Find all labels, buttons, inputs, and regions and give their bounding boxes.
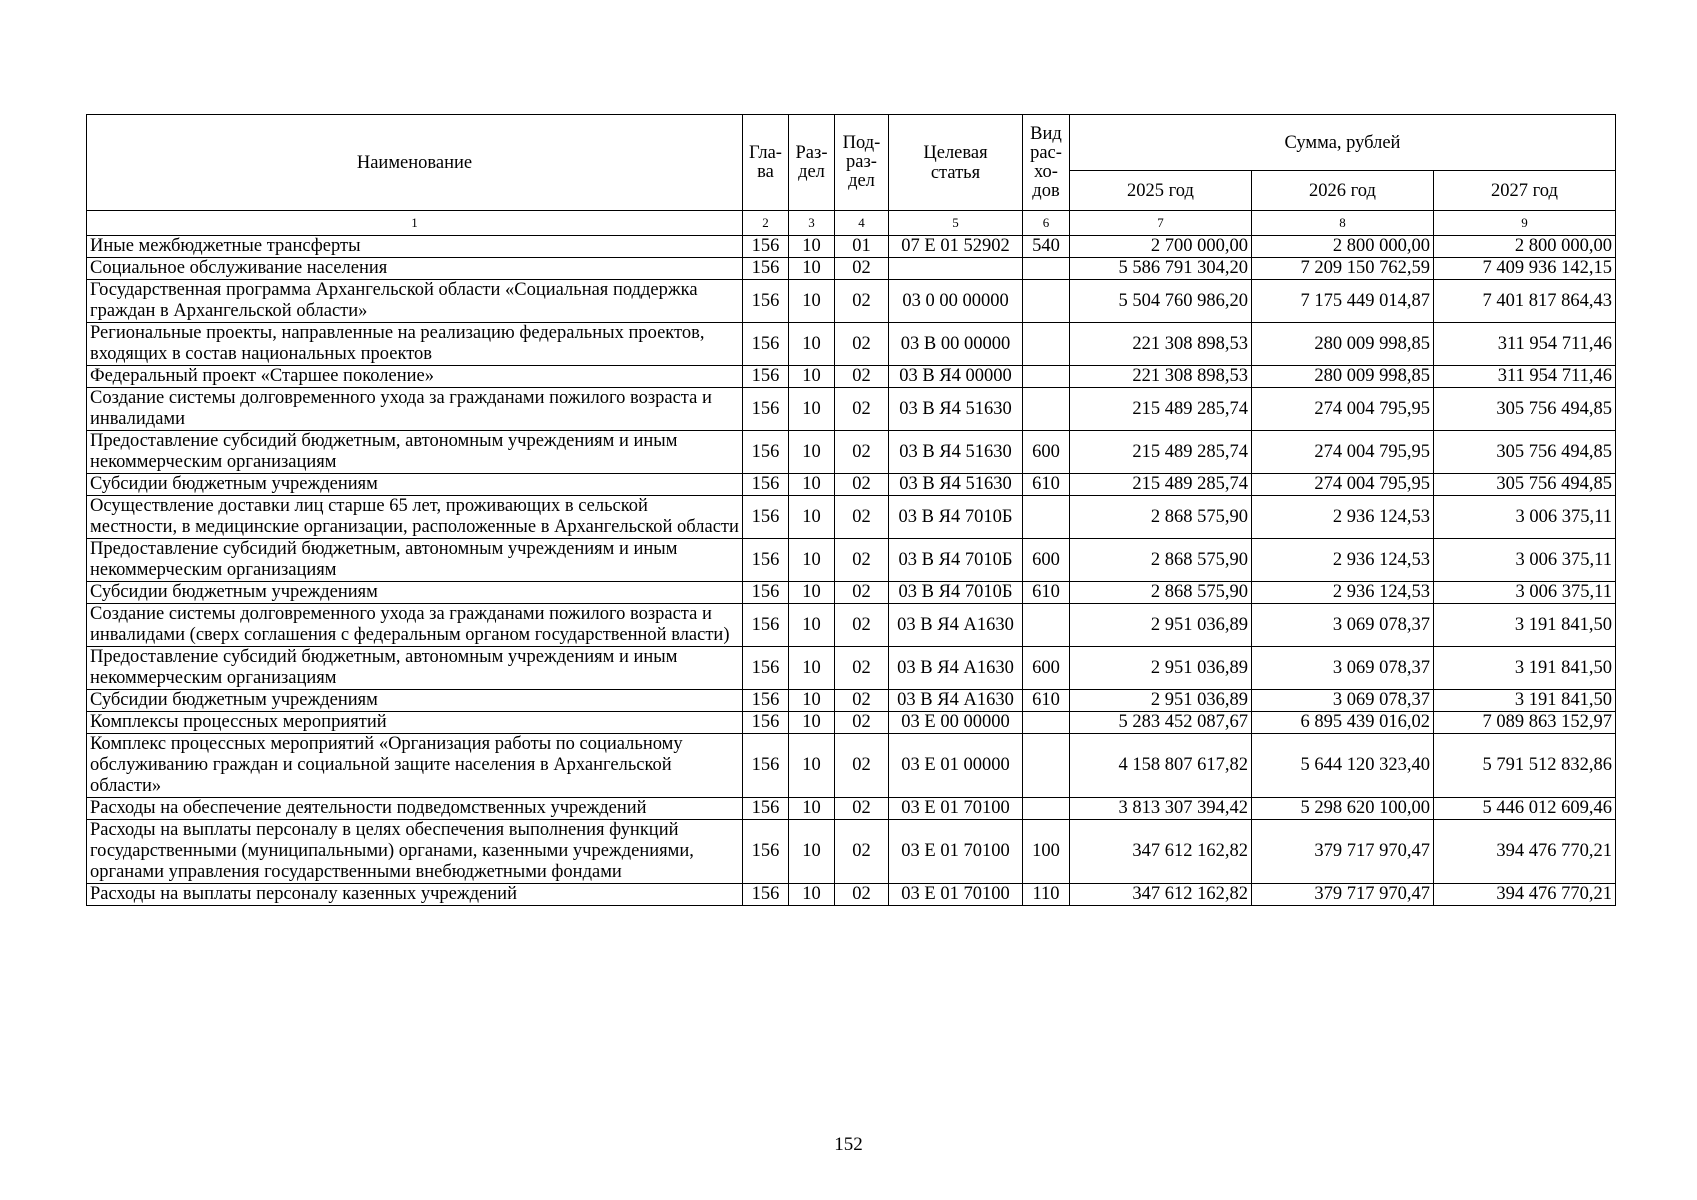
row-celevaya-statya: 03 0 00 00000 <box>889 280 1023 323</box>
row-sum-2026: 7 175 449 014,87 <box>1252 280 1434 323</box>
row-vid-rashodov <box>1023 734 1070 798</box>
row-celevaya-statya: 03 Е 01 70100 <box>889 820 1023 884</box>
row-name: Иные межбюджетные трансферты <box>87 236 743 258</box>
row-name: Предоставление субсидий бюджетным, автономным учреждениям и иным некоммерческим организациям <box>87 539 743 582</box>
row-sum-2027: 305 756 494,85 <box>1434 474 1616 496</box>
row-celevaya-statya: 03 В Я4 00000 <box>889 366 1023 388</box>
row-vid-rashodov: 540 <box>1023 236 1070 258</box>
table-row <box>87 582 1616 604</box>
row-sum-2027: 3 006 375,11 <box>1434 539 1616 582</box>
row-sum-2027: 5 446 012 609,46 <box>1434 798 1616 820</box>
row-sum-2026: 2 936 124,53 <box>1252 496 1434 539</box>
row-sum-2026: 3 069 078,37 <box>1252 690 1434 712</box>
row-razdel: 10 <box>789 690 835 712</box>
row-razdel: 10 <box>789 604 835 647</box>
row-vid-rashodov <box>1023 496 1070 539</box>
row-name: Расходы на выплаты персоналу казенных учреждений <box>87 884 743 906</box>
row-glava: 156 <box>743 604 789 647</box>
row-sum-2026: 274 004 795,95 <box>1252 388 1434 431</box>
row-glava: 156 <box>743 734 789 798</box>
row-vid-rashodov: 110 <box>1023 884 1070 906</box>
row-sum-2025: 2 951 036,89 <box>1070 690 1252 712</box>
row-vid-rashodov <box>1023 366 1070 388</box>
row-vid-rashodov <box>1023 798 1070 820</box>
table-row <box>87 690 1616 712</box>
row-glava: 156 <box>743 798 789 820</box>
table-row <box>87 604 1616 647</box>
row-sum-2027: 3 006 375,11 <box>1434 582 1616 604</box>
row-glava: 156 <box>743 431 789 474</box>
row-sum-2025: 215 489 285,74 <box>1070 474 1252 496</box>
row-sum-2027: 7 401 817 864,43 <box>1434 280 1616 323</box>
row-celevaya-statya: 03 В 00 00000 <box>889 323 1023 366</box>
row-glava: 156 <box>743 323 789 366</box>
table-row <box>87 236 1616 258</box>
row-name: Предоставление субсидий бюджетным, автономным учреждениям и иным некоммерческим организациям <box>87 647 743 690</box>
row-podrazdel: 02 <box>835 734 889 798</box>
header-razdel: Раз- дел <box>789 115 835 211</box>
row-sum-2027: 7 409 936 142,15 <box>1434 258 1616 280</box>
row-podrazdel: 02 <box>835 496 889 539</box>
row-razdel: 10 <box>789 388 835 431</box>
row-vid-rashodov: 100 <box>1023 820 1070 884</box>
row-sum-2025: 2 868 575,90 <box>1070 539 1252 582</box>
header-podrazdel: Под- раз- дел <box>835 115 889 211</box>
row-sum-2025: 347 612 162,82 <box>1070 884 1252 906</box>
header-celevaya-statya: Целевая статья <box>889 115 1023 211</box>
row-celevaya-statya: 03 Е 01 70100 <box>889 798 1023 820</box>
page-number: 152 <box>834 1134 863 1155</box>
row-name: Субсидии бюджетным учреждениям <box>87 582 743 604</box>
row-glava: 156 <box>743 388 789 431</box>
row-glava: 156 <box>743 236 789 258</box>
row-sum-2027: 305 756 494,85 <box>1434 388 1616 431</box>
row-sum-2025: 215 489 285,74 <box>1070 388 1252 431</box>
row-glava: 156 <box>743 690 789 712</box>
row-vid-rashodov <box>1023 712 1070 734</box>
row-name: Расходы на обеспечение деятельности подведомственных учреждений <box>87 798 743 820</box>
row-sum-2025: 2 951 036,89 <box>1070 604 1252 647</box>
row-celevaya-statya: 03 В Я4 51630 <box>889 474 1023 496</box>
row-celevaya-statya: 03 Е 00 00000 <box>889 712 1023 734</box>
row-podrazdel: 02 <box>835 323 889 366</box>
table-row <box>87 388 1616 431</box>
column-number: 2 <box>743 211 789 236</box>
row-name: Комплексы процессных мероприятий <box>87 712 743 734</box>
table-row <box>87 884 1616 906</box>
row-podrazdel: 02 <box>835 712 889 734</box>
row-celevaya-statya: 03 Е 01 00000 <box>889 734 1023 798</box>
budget-table <box>86 114 1616 906</box>
column-number-row <box>87 211 1616 236</box>
row-celevaya-statya: 03 Е 01 70100 <box>889 884 1023 906</box>
row-name: Комплекс процессных мероприятий «Организация работы по социальному обслуживанию граждан и социальной защите населения в Архангельской области» <box>87 734 743 798</box>
row-sum-2025: 2 868 575,90 <box>1070 496 1252 539</box>
row-razdel: 10 <box>789 582 835 604</box>
row-sum-2026: 2 936 124,53 <box>1252 582 1434 604</box>
row-sum-2027: 3 006 375,11 <box>1434 496 1616 539</box>
row-podrazdel: 02 <box>835 690 889 712</box>
row-name: Социальное обслуживание населения <box>87 258 743 280</box>
row-podrazdel: 02 <box>835 582 889 604</box>
row-sum-2025: 2 868 575,90 <box>1070 582 1252 604</box>
table-row <box>87 820 1616 884</box>
column-number: 4 <box>835 211 889 236</box>
table-row <box>87 258 1616 280</box>
row-glava: 156 <box>743 258 789 280</box>
table-header <box>87 115 1616 211</box>
row-name: Создание системы долговременного ухода за гражданами пожилого возраста и инвалидами <box>87 388 743 431</box>
column-number: 5 <box>889 211 1023 236</box>
row-sum-2026: 280 009 998,85 <box>1252 366 1434 388</box>
row-glava: 156 <box>743 539 789 582</box>
row-razdel: 10 <box>789 431 835 474</box>
row-celevaya-statya: 03 В Я4 А1630 <box>889 647 1023 690</box>
table-row <box>87 734 1616 798</box>
column-number: 3 <box>789 211 835 236</box>
row-sum-2026: 280 009 998,85 <box>1252 323 1434 366</box>
row-sum-2025: 221 308 898,53 <box>1070 323 1252 366</box>
row-sum-2027: 3 191 841,50 <box>1434 604 1616 647</box>
row-sum-2027: 3 191 841,50 <box>1434 647 1616 690</box>
row-celevaya-statya: 03 В Я4 51630 <box>889 431 1023 474</box>
row-sum-2025: 2 700 000,00 <box>1070 236 1252 258</box>
table-row <box>87 323 1616 366</box>
row-sum-2026: 6 895 439 016,02 <box>1252 712 1434 734</box>
table-row <box>87 496 1616 539</box>
row-vid-rashodov <box>1023 258 1070 280</box>
row-razdel: 10 <box>789 820 835 884</box>
row-vid-rashodov <box>1023 388 1070 431</box>
column-number: 8 <box>1252 211 1434 236</box>
row-glava: 156 <box>743 712 789 734</box>
row-glava: 156 <box>743 366 789 388</box>
row-sum-2026: 274 004 795,95 <box>1252 431 1434 474</box>
header-glava: Гла- ва <box>743 115 789 211</box>
header-year-2025: 2025 год <box>1070 171 1252 211</box>
row-glava: 156 <box>743 280 789 323</box>
row-name: Субсидии бюджетным учреждениям <box>87 690 743 712</box>
table-row <box>87 712 1616 734</box>
column-number: 1 <box>87 211 743 236</box>
row-vid-rashodov: 600 <box>1023 431 1070 474</box>
row-podrazdel: 02 <box>835 280 889 323</box>
row-sum-2026: 379 717 970,47 <box>1252 884 1434 906</box>
row-celevaya-statya: 03 В Я4 51630 <box>889 388 1023 431</box>
row-sum-2025: 5 283 452 087,67 <box>1070 712 1252 734</box>
row-vid-rashodov <box>1023 280 1070 323</box>
row-glava: 156 <box>743 647 789 690</box>
header-name: Наименование <box>87 115 743 211</box>
row-sum-2026: 5 298 620 100,00 <box>1252 798 1434 820</box>
row-sum-2026: 274 004 795,95 <box>1252 474 1434 496</box>
row-celevaya-statya: 03 В Я4 7010Б <box>889 496 1023 539</box>
row-sum-2026: 3 069 078,37 <box>1252 647 1434 690</box>
row-razdel: 10 <box>789 712 835 734</box>
row-sum-2026: 5 644 120 323,40 <box>1252 734 1434 798</box>
row-podrazdel: 01 <box>835 236 889 258</box>
row-podrazdel: 02 <box>835 539 889 582</box>
row-sum-2027: 305 756 494,85 <box>1434 431 1616 474</box>
row-glava: 156 <box>743 884 789 906</box>
row-razdel: 10 <box>789 539 835 582</box>
row-sum-2027: 394 476 770,21 <box>1434 884 1616 906</box>
header-year-2027: 2027 год <box>1434 171 1616 211</box>
row-vid-rashodov: 610 <box>1023 474 1070 496</box>
row-name: Осуществление доставки лиц старше 65 лет, проживающих в сельской местности, в медицинские организации, расположенные в Архангельской области <box>87 496 743 539</box>
row-name: Предоставление субсидий бюджетным, автономным учреждениям и иным некоммерческим организациям <box>87 431 743 474</box>
row-sum-2025: 2 951 036,89 <box>1070 647 1252 690</box>
row-sum-2027: 311 954 711,46 <box>1434 323 1616 366</box>
row-sum-2026: 3 069 078,37 <box>1252 604 1434 647</box>
row-glava: 156 <box>743 474 789 496</box>
row-sum-2025: 215 489 285,74 <box>1070 431 1252 474</box>
row-podrazdel: 02 <box>835 258 889 280</box>
row-sum-2027: 7 089 863 152,97 <box>1434 712 1616 734</box>
row-razdel: 10 <box>789 323 835 366</box>
row-podrazdel: 02 <box>835 884 889 906</box>
row-sum-2026: 7 209 150 762,59 <box>1252 258 1434 280</box>
row-sum-2025: 5 504 760 986,20 <box>1070 280 1252 323</box>
table-row <box>87 798 1616 820</box>
row-name: Федеральный проект «Старшее поколение» <box>87 366 743 388</box>
row-vid-rashodov: 600 <box>1023 539 1070 582</box>
row-glava: 156 <box>743 820 789 884</box>
row-vid-rashodov <box>1023 323 1070 366</box>
row-sum-2027: 2 800 000,00 <box>1434 236 1616 258</box>
row-celevaya-statya: 03 В Я4 А1630 <box>889 690 1023 712</box>
row-sum-2026: 2 936 124,53 <box>1252 539 1434 582</box>
table-row <box>87 431 1616 474</box>
table-row <box>87 366 1616 388</box>
column-number: 7 <box>1070 211 1252 236</box>
table-row <box>87 474 1616 496</box>
row-razdel: 10 <box>789 366 835 388</box>
row-razdel: 10 <box>789 496 835 539</box>
header-vid-rashodov: Вид рас- хо- дов <box>1023 115 1070 211</box>
row-celevaya-statya: 07 Е 01 52902 <box>889 236 1023 258</box>
column-number: 6 <box>1023 211 1070 236</box>
row-podrazdel: 02 <box>835 820 889 884</box>
row-podrazdel: 02 <box>835 604 889 647</box>
row-razdel: 10 <box>789 798 835 820</box>
row-name: Региональные проекты, направленные на реализацию федеральных проектов, входящих в состав национальных проектов <box>87 323 743 366</box>
row-celevaya-statya: 03 В Я4 7010Б <box>889 539 1023 582</box>
row-podrazdel: 02 <box>835 388 889 431</box>
row-sum-2025: 347 612 162,82 <box>1070 820 1252 884</box>
row-podrazdel: 02 <box>835 366 889 388</box>
row-sum-2027: 311 954 711,46 <box>1434 366 1616 388</box>
row-sum-2027: 5 791 512 832,86 <box>1434 734 1616 798</box>
row-sum-2025: 221 308 898,53 <box>1070 366 1252 388</box>
row-vid-rashodov <box>1023 604 1070 647</box>
row-celevaya-statya: 03 В Я4 7010Б <box>889 582 1023 604</box>
table-body <box>87 211 1616 906</box>
row-sum-2027: 3 191 841,50 <box>1434 690 1616 712</box>
row-sum-2026: 2 800 000,00 <box>1252 236 1434 258</box>
header-year-2026: 2026 год <box>1252 171 1434 211</box>
row-razdel: 10 <box>789 884 835 906</box>
row-sum-2025: 5 586 791 304,20 <box>1070 258 1252 280</box>
row-sum-2027: 394 476 770,21 <box>1434 820 1616 884</box>
row-celevaya-statya: 03 В Я4 А1630 <box>889 604 1023 647</box>
row-name: Субсидии бюджетным учреждениям <box>87 474 743 496</box>
row-podrazdel: 02 <box>835 798 889 820</box>
row-glava: 156 <box>743 496 789 539</box>
row-podrazdel: 02 <box>835 431 889 474</box>
row-razdel: 10 <box>789 280 835 323</box>
row-sum-2025: 4 158 807 617,82 <box>1070 734 1252 798</box>
column-number: 9 <box>1434 211 1616 236</box>
row-name: Расходы на выплаты персоналу в целях обеспечения выполнения функций государственными (муниципальными) органами, казенными учреждениями, органами управления государственными внебюджетными фондами <box>87 820 743 884</box>
row-podrazdel: 02 <box>835 474 889 496</box>
table-row <box>87 539 1616 582</box>
row-sum-2025: 3 813 307 394,42 <box>1070 798 1252 820</box>
header-summa: Сумма, рублей <box>1070 115 1616 171</box>
row-razdel: 10 <box>789 258 835 280</box>
table-row <box>87 647 1616 690</box>
row-razdel: 10 <box>789 647 835 690</box>
row-podrazdel: 02 <box>835 647 889 690</box>
row-razdel: 10 <box>789 474 835 496</box>
table-row <box>87 280 1616 323</box>
row-name: Государственная программа Архангельской области «Социальная поддержка граждан в Архангельской области» <box>87 280 743 323</box>
row-vid-rashodov: 600 <box>1023 647 1070 690</box>
row-vid-rashodov: 610 <box>1023 690 1070 712</box>
row-glava: 156 <box>743 582 789 604</box>
row-vid-rashodov: 610 <box>1023 582 1070 604</box>
row-razdel: 10 <box>789 236 835 258</box>
row-sum-2026: 379 717 970,47 <box>1252 820 1434 884</box>
row-razdel: 10 <box>789 734 835 798</box>
row-celevaya-statya <box>889 258 1023 280</box>
row-name: Создание системы долговременного ухода за гражданами пожилого возраста и инвалидами (сверх соглашения с федеральным органом государственной власти) <box>87 604 743 647</box>
